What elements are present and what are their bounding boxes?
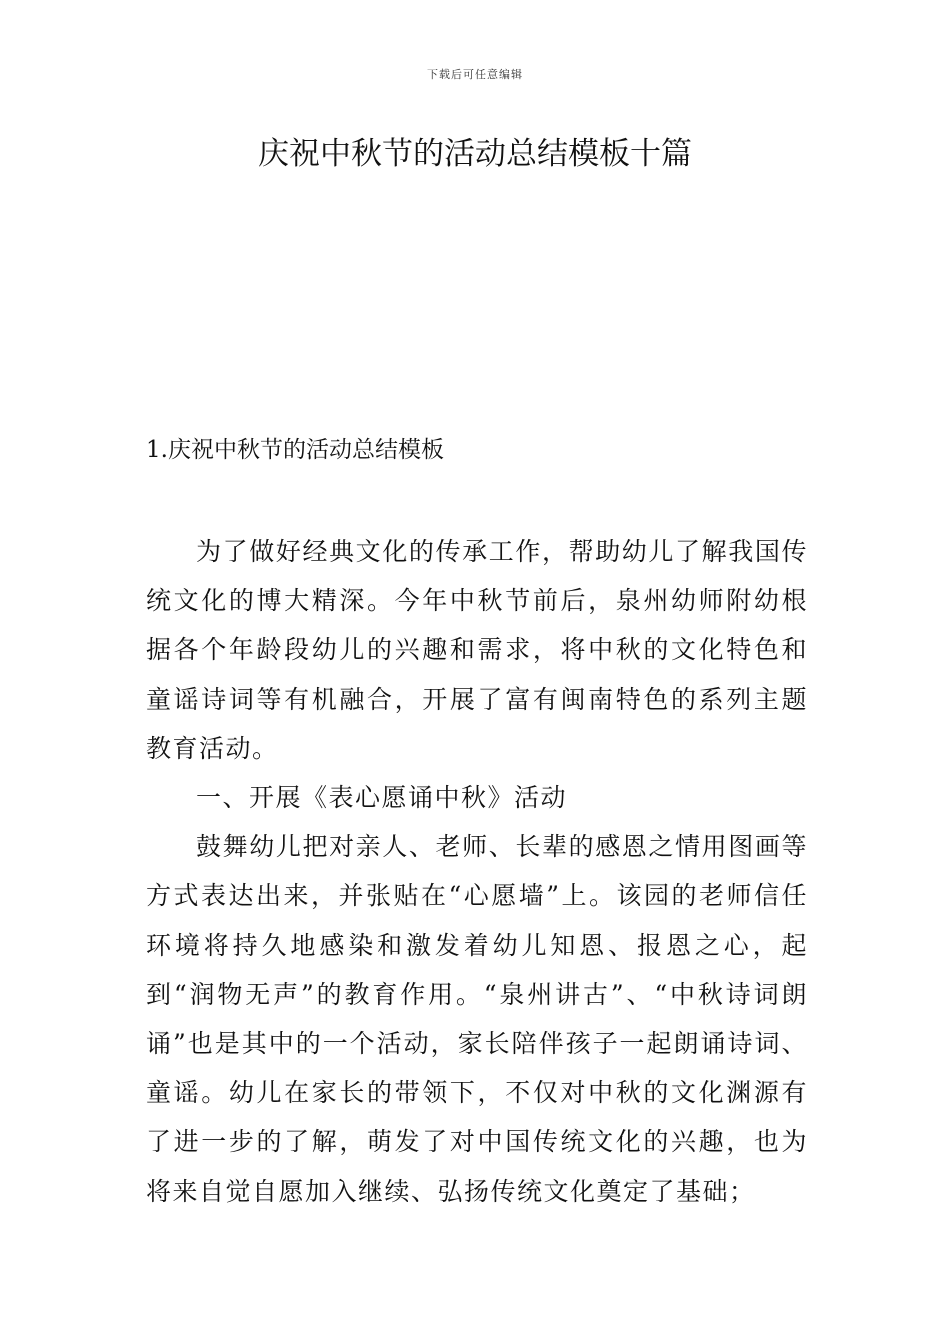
section-heading: 1.庆祝中秋节的活动总结模板 — [146, 437, 444, 463]
header-note: 下载后可任意编辑 — [427, 68, 523, 81]
paragraph-subheading: 一、开展《表心愿诵中秋》活动 — [196, 783, 568, 813]
document-body — [146, 527, 808, 1216]
paragraph-intro: 为了做好经典文化的传承工作，帮助幼儿了解我国传统文化的博大精深。今年中秋节前后，泉州幼师附幼根据各个年龄段幼儿的兴趣和需求，将中秋的文化特色和童谣诗词等有机融合，开展了富有闽南特色的系列主题教育活动。 — [146, 537, 808, 763]
paragraph-activity: 鼓舞幼儿把对亲人、老师、长辈的感恩之情用图画等方式表达出来，并张贴在“心愿墙”上。该园的老师信任环境将持久地感染和激发着幼儿知恩、报恩之心，起到“润物无声”的教育作用。“泉州讲古”、“中秋诗词朗诵”也是其中的一个活动，家长陪伴孩子一起朗诵诗词、童谣。幼儿在家长的带领下，不仅对中秋的文化渊源有了进一步的了解，萌发了对中国传统文化的兴趣，也为将来自觉自愿加入继续、弘扬传统文化奠定了基础； — [146, 832, 808, 1206]
document-title: 庆祝中秋节的活动总结模板十篇 — [258, 136, 692, 172]
